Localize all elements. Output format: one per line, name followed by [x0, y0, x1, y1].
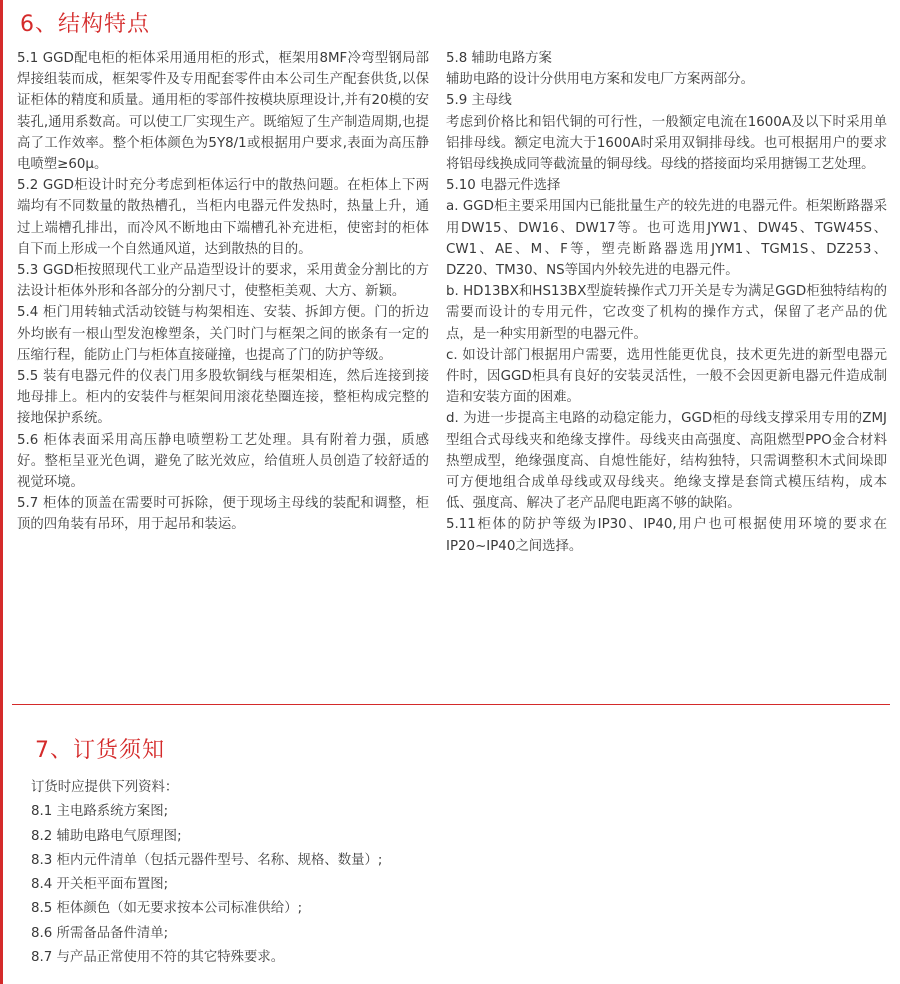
paragraph-5-9: 考虑到价格比和铝代铜的可行性，一般额定电流在1600A及以下时采用单铝排母线。额定电流大于1600A时采用双铜排母线。也可根据用户的要求将铝母线换成同等截流量的铜母线。母线的搭接面均采用搪锡工艺处理。	[446, 114, 887, 173]
paragraph-5-7: 5.7 柜体的顶盖在需要时可拆除，便于现场主母线的装配和调整，柜顶的四角装有吊环，用于起吊和装运。	[17, 496, 429, 533]
section-6-left-column	[17, 48, 429, 536]
order-item-8-4: 8.4 开关柜平面布置图;	[31, 877, 169, 893]
order-item-8-2: 8.2 辅助电路电气原理图;	[31, 828, 182, 844]
section-7-title: 7、订货须知	[35, 738, 165, 763]
paragraph-5-10-c: c. 如设计部门根据用户需要，选用性能更优良，技术更先进的新型电器元件时，因GGD柜具有良好的安装灵活性，一般不会因更新电器元件造成制造和安装方面的困难。	[446, 347, 887, 406]
paragraph-5-6: 5.6 柜体表面采用高压静电喷塑粉工艺处理。具有附着力强，质感好。整柜呈亚光色调，避免了眩光效应，给值班人员创造了较舒适的视觉环境。	[17, 432, 429, 491]
paragraph-5-10-d: d. 为进一步提高主电路的动稳定能力，GGD柜的母线支撑采用专用的ZMJ型组合式母线夹和绝缘支撑件。母线夹由高强度、高阻燃型PPO金合材料热塑成型，绝缘强度高、自熄性能好，结构独特，只需调整积木式间垛即可方便地组合成单母线或双母线夹。绝缘支撑是套筒式模压结构，成本低、强度高、解决了老产品爬电距离不够的缺陷。	[446, 411, 887, 512]
heading-5-8: 5.8 辅助电路方案	[446, 51, 552, 66]
paragraph-5-4: 5.4 柜门用转轴式活动铰链与构架相连、安装、拆卸方便。门的折边外均嵌有一根山型发泡橡塑条，关门时门与框架之间的嵌条有一定的压缩行程，能防止门与柜体直接碰撞，也提高了门的防护等级。	[17, 305, 429, 363]
order-item-8-6: 8.6 所需备品备件清单;	[31, 925, 169, 941]
order-item-8-7: 8.7 与产品正常使用不符的其它特殊要求。	[31, 950, 285, 966]
paragraph-5-11: 5.11柜体的防护等级为IP30、IP40,用户也可根据使用环境的要求在 IP20~IP40之间选择。	[446, 517, 887, 554]
section-divider	[12, 704, 890, 705]
heading-5-10: 5.10 电器元件选择	[446, 178, 561, 194]
order-item-8-3: 8.3 柜内元件清单（包括元器件型号、名称、规格、数量）;	[31, 852, 383, 868]
order-list	[31, 776, 871, 970]
paragraph-5-10-b: b. HD13BX和HS13BX型旋转操作式刀开关是专为满足GGD柜独特结构的需要而设计的专用元件，它改变了机构的操作方式，保留了老产品的优点，是一种实用新型的电器元件。	[446, 284, 887, 342]
paragraph-5-8: 辅助电路的设计分供用电方案和发电厂方案两部分。	[446, 72, 754, 88]
paragraph-5-5: 5.5 装有电器元件的仪表门用多股软铜线与框架相连，然后连接到接地母排上。柜内的安装件与框架间用滚花垫圈连接，整柜构成完整的接地保护系统。	[17, 369, 429, 427]
paragraph-5-2: 5.2 GGD柜设计时充分考虑到柜体运行中的散热问题。在柜体上下两端均有不同数量的散热槽孔，当柜内电器元件发热时，热量上升，通过上端槽孔排出，而冷风不断地由下端槽孔补充进柜，使密封的柜体自下而上形成一个自然通风道，达到散热的目的。	[17, 178, 429, 257]
paragraph-5-3: 5.3 GGD柜按照现代工业产品造型设计的要求，采用黄金分割比的方法设计柜体外形和各部分的分割尺寸，使整柜美观、大方、新颖。	[17, 263, 429, 300]
paragraph-5-10-a: a. GGD柜主要采用国内已能批量生产的较先进的电器元件。柜架断路器采用DW15、DW16、DW17等。也可选用JYW1、DW45、TGW45S、CW1、AE、M、F等，塑壳断路器选用JYM1、TGM1S、DZ253、DZ20、TM30、NS等国内外较先进的电器元件。	[446, 199, 887, 279]
left-accent-bar	[0, 0, 3, 984]
section-6-right-column	[446, 48, 887, 557]
section-6-title: 6、结构特点	[20, 12, 150, 37]
order-item-8-5: 8.5 柜体颜色（如无要求按本公司标准供给）;	[31, 901, 303, 917]
paragraph-5-1: 5.1 GGD配电柜的柜体采用通用柜的形式，框架用8MF冷弯型钢局部焊接组装而成，框架零件及专用配套零件由本公司生产配套供货,以保证柜体的精度和质量。通用柜的零部件按模块原理设计,并有20模的安装孔,通用系数高。可以使工厂实现生产。既缩短了生产制造周期,也提高了工作效率。整个柜体颜色为5Y8/1或根据用户要求,表面为高压静电喷塑≥60μ。	[17, 51, 429, 173]
order-intro: 订货时应提供下列资料：	[31, 780, 179, 795]
order-item-8-1: 8.1 主电路系统方案图;	[31, 804, 169, 820]
heading-5-9: 5.9 主母线	[446, 93, 512, 109]
